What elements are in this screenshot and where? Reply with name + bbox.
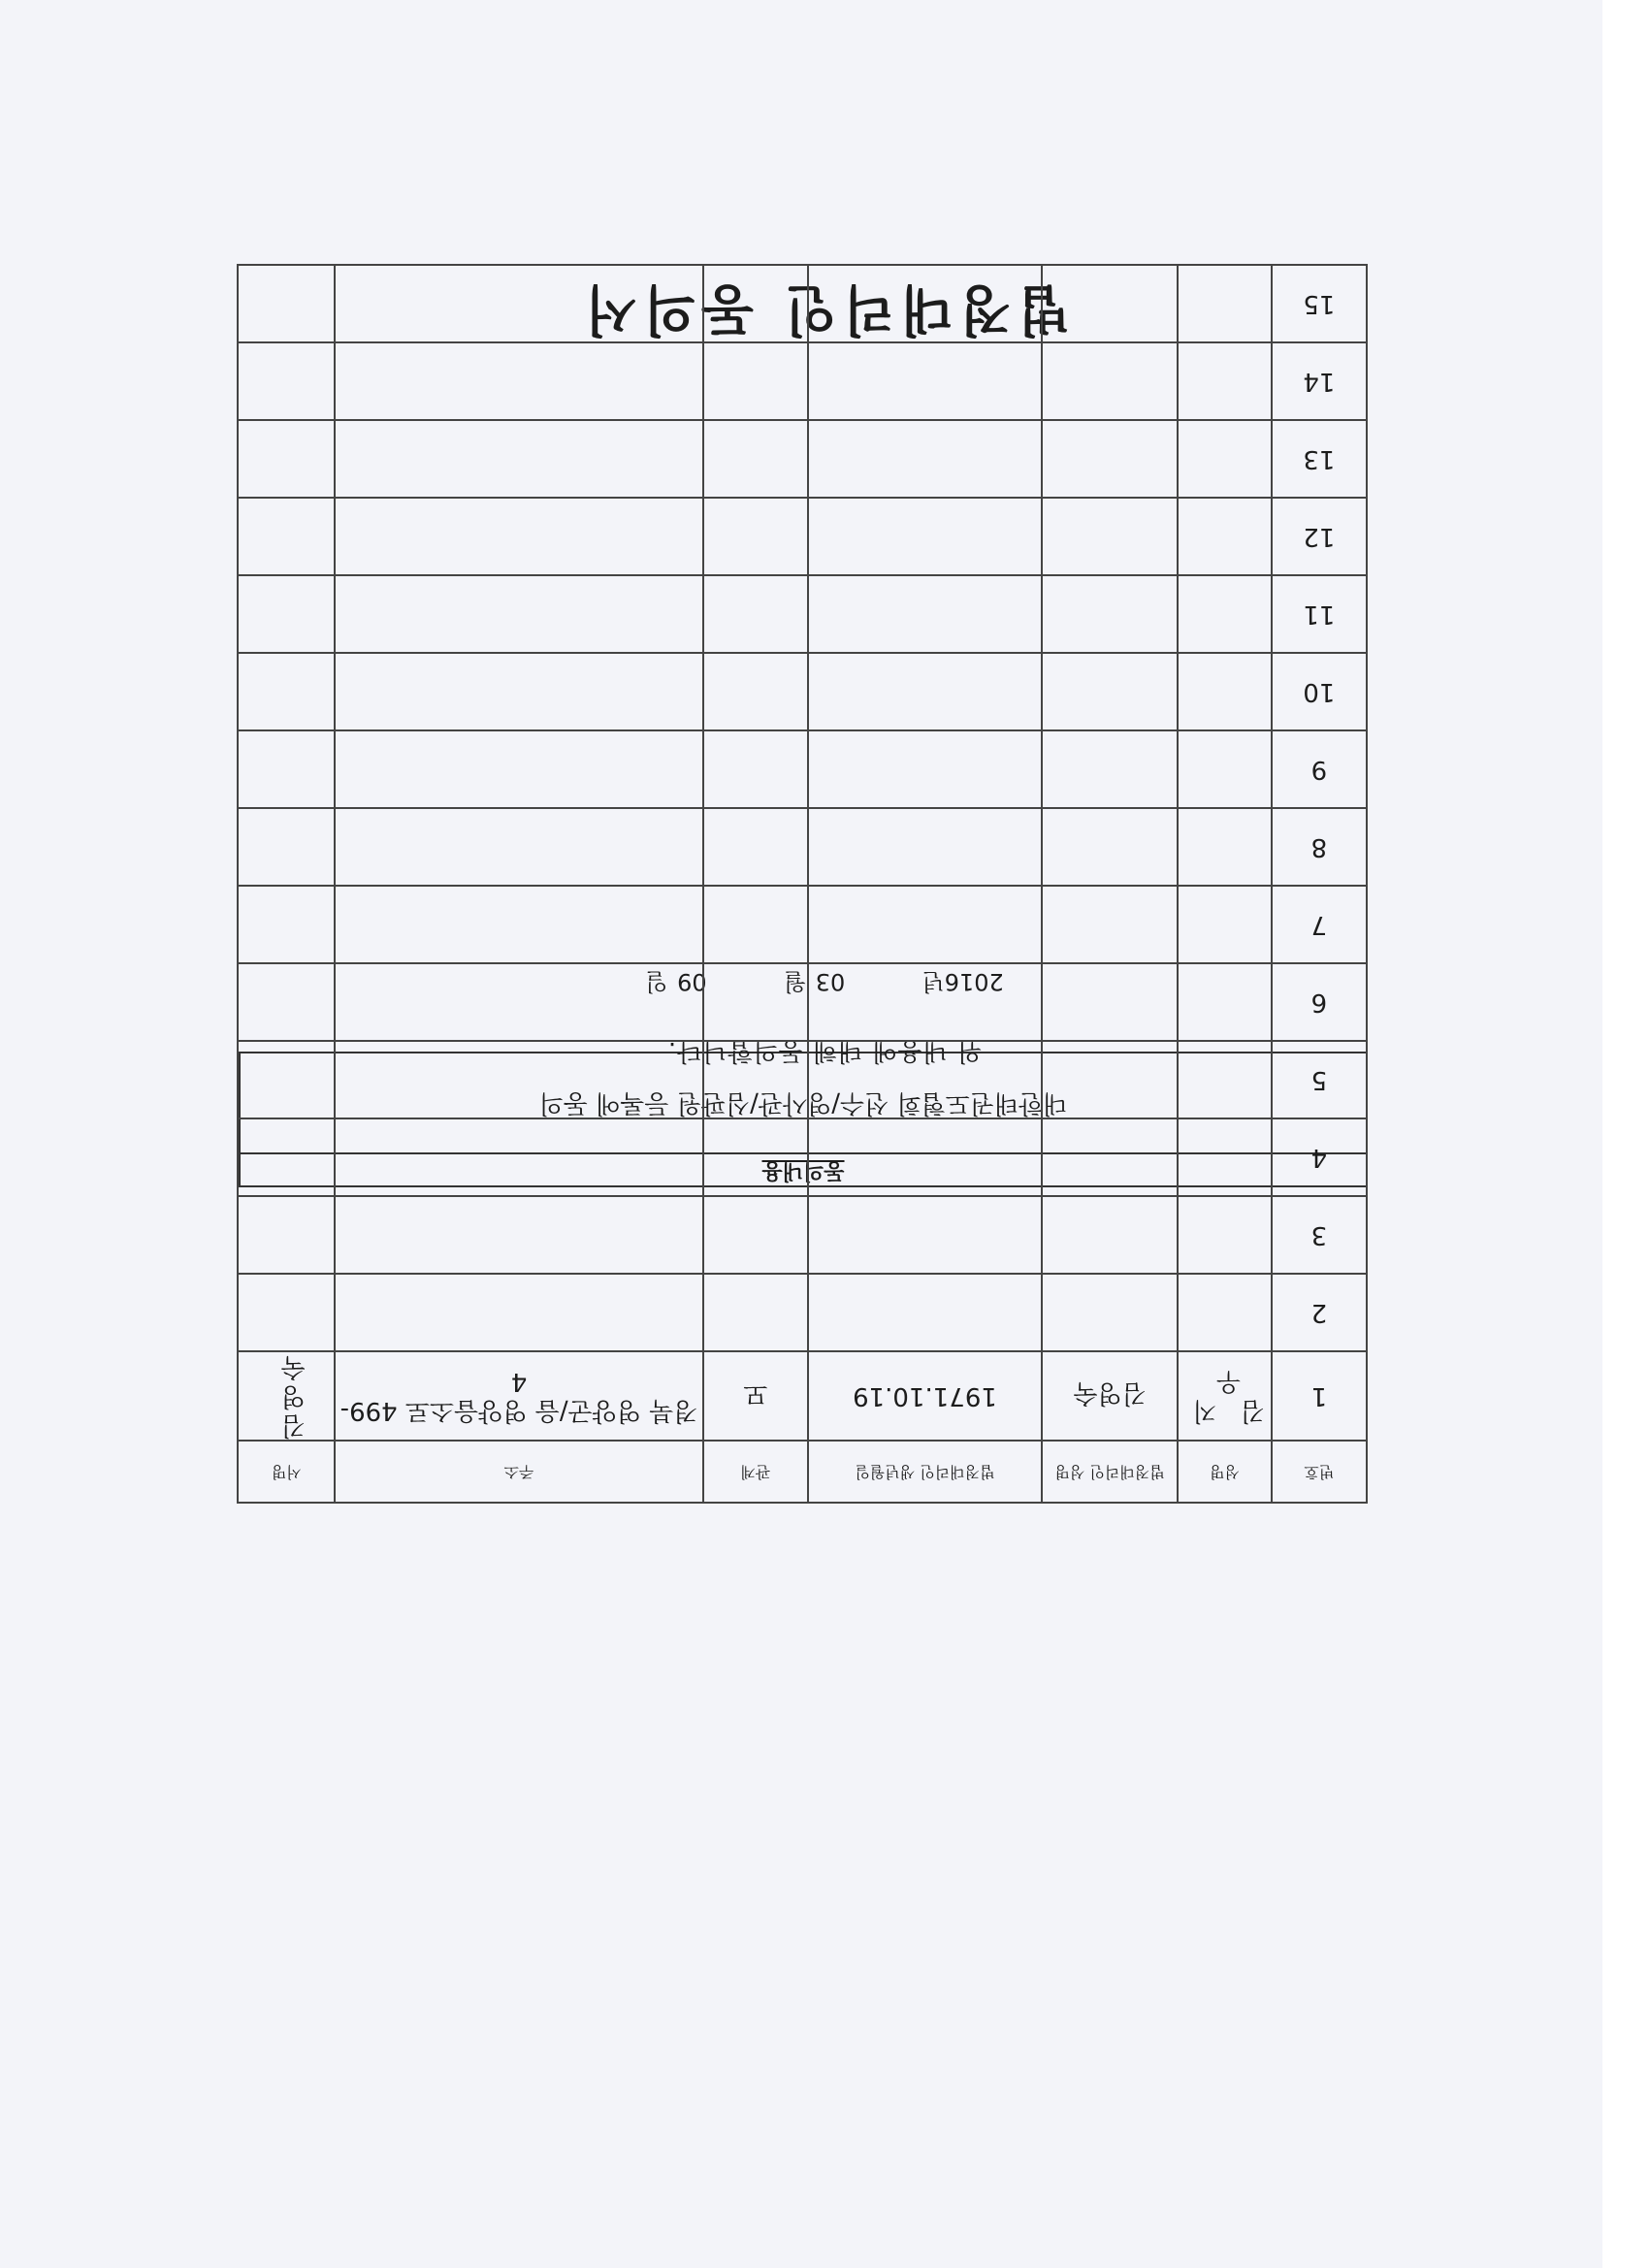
cell-signature bbox=[238, 963, 335, 1041]
cell-address bbox=[335, 808, 702, 886]
cell-guardian-birth bbox=[808, 575, 1042, 653]
cell-number: 8 bbox=[1272, 808, 1367, 886]
cell-address bbox=[335, 886, 702, 963]
table-row bbox=[238, 808, 1367, 886]
cell-name bbox=[1178, 808, 1271, 886]
cell-guardian-name bbox=[1042, 575, 1178, 653]
cell-guardian-birth bbox=[808, 730, 1042, 808]
table-row bbox=[238, 265, 1367, 342]
cell-guardian-name bbox=[1042, 730, 1178, 808]
cell-number: 1 bbox=[1272, 1351, 1367, 1441]
cell-name bbox=[1178, 575, 1271, 653]
cell-name bbox=[1178, 1118, 1271, 1196]
cell-number: 9 bbox=[1272, 730, 1367, 808]
date-year: 2016년 bbox=[922, 968, 1004, 995]
cell-relation bbox=[703, 1196, 808, 1274]
cell-guardian-birth bbox=[808, 342, 1042, 420]
cell-name bbox=[1178, 342, 1271, 420]
cell-name bbox=[1178, 963, 1271, 1041]
cell-relation bbox=[703, 730, 808, 808]
cell-name bbox=[1178, 653, 1271, 730]
cell-address bbox=[335, 1274, 702, 1351]
cell-address bbox=[335, 963, 702, 1041]
cell-guardian-name bbox=[1042, 1274, 1178, 1351]
date-month: 03 월 bbox=[783, 968, 846, 995]
cell-name bbox=[1178, 1196, 1271, 1274]
cell-number: 5 bbox=[1272, 1041, 1367, 1118]
cell-number: 4 bbox=[1272, 1118, 1367, 1196]
cell-name bbox=[1178, 1274, 1271, 1351]
cell-guardian-name bbox=[1042, 808, 1178, 886]
cell-guardian-birth bbox=[808, 653, 1042, 730]
cell-relation bbox=[703, 342, 808, 420]
cell-address bbox=[335, 575, 702, 653]
cell-name bbox=[1178, 1041, 1271, 1118]
header-relation: 관계 bbox=[703, 1441, 808, 1503]
cell-guardian-birth bbox=[808, 265, 1042, 342]
table-row bbox=[238, 1196, 1367, 1274]
cell-relation bbox=[703, 420, 808, 498]
cell-number: 11 bbox=[1272, 575, 1367, 653]
consent-header: 동의내용 bbox=[241, 1152, 1366, 1185]
table-row bbox=[238, 1351, 1367, 1441]
table-row bbox=[238, 1041, 1367, 1118]
cell-signature bbox=[238, 1118, 335, 1196]
cell-number: 3 bbox=[1272, 1196, 1367, 1274]
cell-number: 7 bbox=[1272, 886, 1367, 963]
cell-relation bbox=[703, 575, 808, 653]
date-day: 09 일 bbox=[645, 968, 707, 995]
cell-number: 13 bbox=[1272, 420, 1367, 498]
cell-address bbox=[335, 342, 702, 420]
cell-guardian-name bbox=[1042, 886, 1178, 963]
agree-statement: 위 내용에 대해 동의합니다. bbox=[666, 1036, 983, 1065]
table-row bbox=[238, 1274, 1367, 1351]
cell-signature bbox=[238, 1274, 335, 1351]
cell-guardian-name bbox=[1042, 1196, 1178, 1274]
cell-relation bbox=[703, 1274, 808, 1351]
cell-guardian-name bbox=[1042, 963, 1178, 1041]
cell-name bbox=[1178, 265, 1271, 342]
cell-address bbox=[335, 420, 702, 498]
cell-name bbox=[1178, 886, 1271, 963]
cell-number: 14 bbox=[1272, 342, 1367, 420]
cell-relation bbox=[703, 808, 808, 886]
cell-guardian-birth bbox=[808, 1041, 1042, 1118]
cell-address bbox=[335, 1041, 702, 1118]
cell-guardian-birth bbox=[808, 420, 1042, 498]
cell-signature bbox=[238, 498, 335, 575]
cell-relation bbox=[703, 498, 808, 575]
cell-relation bbox=[703, 963, 808, 1041]
cell-signature bbox=[238, 420, 335, 498]
cell-name: 김 지 우 bbox=[1178, 1351, 1271, 1441]
cell-signature bbox=[238, 575, 335, 653]
page-title: 법정대리인 동의서 bbox=[578, 277, 1071, 340]
cell-guardian-birth bbox=[808, 886, 1042, 963]
header-guardian-birth: 법정대리인 생년월일 bbox=[808, 1441, 1042, 1503]
cell-signature bbox=[238, 886, 335, 963]
cell-guardian-name bbox=[1042, 1041, 1178, 1118]
cell-name bbox=[1178, 420, 1271, 498]
cell-address bbox=[335, 730, 702, 808]
cell-guardian-name bbox=[1042, 265, 1178, 342]
cell-address bbox=[335, 498, 702, 575]
cell-name bbox=[1178, 498, 1271, 575]
table-row bbox=[238, 653, 1367, 730]
header-address: 주소 bbox=[335, 1441, 702, 1503]
cell-guardian-birth bbox=[808, 1274, 1042, 1351]
cell-relation bbox=[703, 886, 808, 963]
table-row bbox=[238, 730, 1367, 808]
table-row bbox=[238, 342, 1367, 420]
cell-relation bbox=[703, 1041, 808, 1118]
table-row bbox=[238, 575, 1367, 653]
cell-signature bbox=[238, 808, 335, 886]
cell-guardian-birth: 1971.10.19 bbox=[808, 1351, 1042, 1441]
header-signature: 서명 bbox=[238, 1441, 335, 1503]
cell-number: 15 bbox=[1272, 265, 1367, 342]
header-number: 번호 bbox=[1272, 1441, 1367, 1503]
cell-relation bbox=[703, 653, 808, 730]
table-row bbox=[238, 420, 1367, 498]
cell-number: 10 bbox=[1272, 653, 1367, 730]
table-row bbox=[238, 886, 1367, 963]
cell-guardian-name bbox=[1042, 342, 1178, 420]
cell-signature bbox=[238, 653, 335, 730]
cell-guardian-name bbox=[1042, 420, 1178, 498]
cell-address: 경북 영양군/읍 영양읍소로 499-4 bbox=[335, 1351, 702, 1441]
cell-address bbox=[335, 1196, 702, 1274]
cell-guardian-birth bbox=[808, 1118, 1042, 1196]
cell-address bbox=[335, 265, 702, 342]
cell-address bbox=[335, 1118, 702, 1196]
cell-number: 12 bbox=[1272, 498, 1367, 575]
cell-guardian-birth bbox=[808, 1196, 1042, 1274]
cell-relation: 모 bbox=[703, 1351, 808, 1441]
cell-number: 6 bbox=[1272, 963, 1367, 1041]
cell-name bbox=[1178, 730, 1271, 808]
cell-signature bbox=[238, 342, 335, 420]
cell-guardian-birth bbox=[808, 808, 1042, 886]
table-header-row bbox=[238, 1441, 1367, 1503]
guardian-table bbox=[237, 264, 1368, 1504]
cell-guardian-birth bbox=[808, 963, 1042, 1041]
cell-signature bbox=[238, 730, 335, 808]
cell-guardian-name: 김영숙 bbox=[1042, 1351, 1178, 1441]
table-row bbox=[238, 498, 1367, 575]
header-guardian-name: 법정대리인 성명 bbox=[1042, 1441, 1178, 1503]
cell-signature bbox=[238, 1041, 335, 1118]
table-row bbox=[238, 1118, 1367, 1196]
cell-guardian-name bbox=[1042, 1118, 1178, 1196]
cell-guardian-birth bbox=[808, 498, 1042, 575]
cell-signature bbox=[238, 1196, 335, 1274]
cell-address bbox=[335, 653, 702, 730]
header-name: 성명 bbox=[1178, 1441, 1271, 1503]
cell-guardian-name bbox=[1042, 498, 1178, 575]
cell-signature: 김 영 숙 bbox=[238, 1351, 335, 1441]
cell-signature bbox=[238, 265, 335, 342]
cell-number: 2 bbox=[1272, 1274, 1367, 1351]
cell-guardian-name bbox=[1042, 653, 1178, 730]
table-row bbox=[238, 963, 1367, 1041]
cell-relation bbox=[703, 1118, 808, 1196]
cell-relation bbox=[703, 265, 808, 342]
consent-body: 대한태권도협회 선수/영사관/심판원 등록에 동의 bbox=[538, 1088, 1068, 1118]
